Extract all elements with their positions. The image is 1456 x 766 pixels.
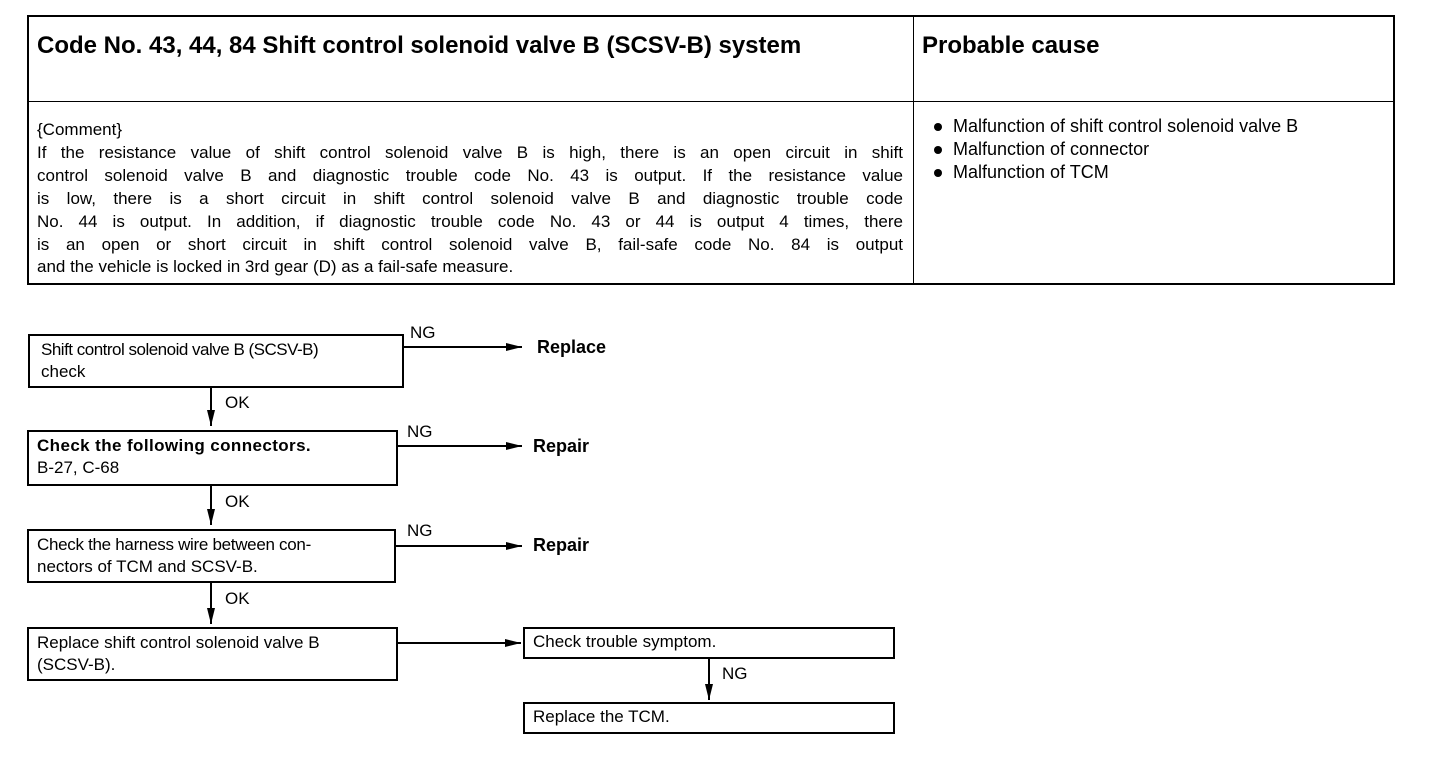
flow-box-check-symptom: [523, 627, 895, 659]
flow-box-scsv-check: [28, 334, 404, 388]
comment-line: is an open or short circuit in shift control solenoid valve B, fail-safe code No. 84 is output: [37, 234, 903, 254]
cause-item: Malfunction of TCM: [953, 161, 1109, 184]
result-replace: Replace: [537, 337, 607, 357]
ng-label: NG: [407, 422, 433, 441]
comment-label: {Comment}: [37, 120, 123, 139]
flow-box-replace-tcm: [523, 702, 895, 734]
box-text: Check the following connectors.: [37, 436, 312, 455]
box-text: Shift control solenoid valve B (SCSV-B): [41, 340, 319, 359]
box-text: check: [41, 362, 86, 381]
box-text: B-27, C-68: [37, 458, 120, 477]
ok-label: OK: [225, 589, 250, 608]
box-text: (SCSV-B).: [37, 655, 116, 674]
ng-label: NG: [722, 664, 748, 683]
result-repair: Repair: [533, 436, 590, 456]
result-repair: Repair: [533, 535, 590, 555]
comment-line: and the vehicle is locked in 3rd gear (D) as a fail-safe measure.: [37, 257, 514, 277]
comment-line: is low, there is a short circuit in shift control solenoid valve B and diagnostic trouble code: [37, 188, 903, 208]
comment-line: No. 44 is output. In addition, if diagnostic trouble code No. 43 or 44 is output 4 times, there: [37, 211, 903, 231]
cause-item: Malfunction of shift control solenoid valve B: [953, 115, 1298, 138]
box-text: nectors of TCM and SCSV-B.: [37, 557, 258, 576]
ng-label: NG: [410, 323, 436, 342]
flow-box-replace-scsv: [27, 627, 398, 681]
box-text: Check trouble symptom.: [533, 632, 717, 651]
ng-label: NG: [407, 521, 433, 540]
ok-label: OK: [225, 492, 250, 511]
comment-line: control solenoid valve B and diagnostic trouble code No. 43 is output. If the resistance value: [37, 165, 903, 185]
ok-label: OK: [225, 393, 250, 412]
comment-line: If the resistance value of shift control solenoid valve B is high, there is an open circuit in shift: [37, 142, 903, 162]
cause-item: Malfunction of connector: [953, 138, 1149, 161]
flow-box-harness-check: [27, 529, 396, 583]
box-text: Check the harness wire between con-: [37, 535, 311, 554]
code-title: Code No. 43, 44, 84 Shift control solenoid valve B (SCSV-B) system: [37, 32, 802, 59]
probable-cause-title: Probable cause: [922, 32, 1100, 59]
box-text: Replace the TCM.: [533, 707, 670, 726]
flow-box-connector-check: [27, 430, 398, 486]
box-text: Replace shift control solenoid valve B: [37, 633, 320, 652]
